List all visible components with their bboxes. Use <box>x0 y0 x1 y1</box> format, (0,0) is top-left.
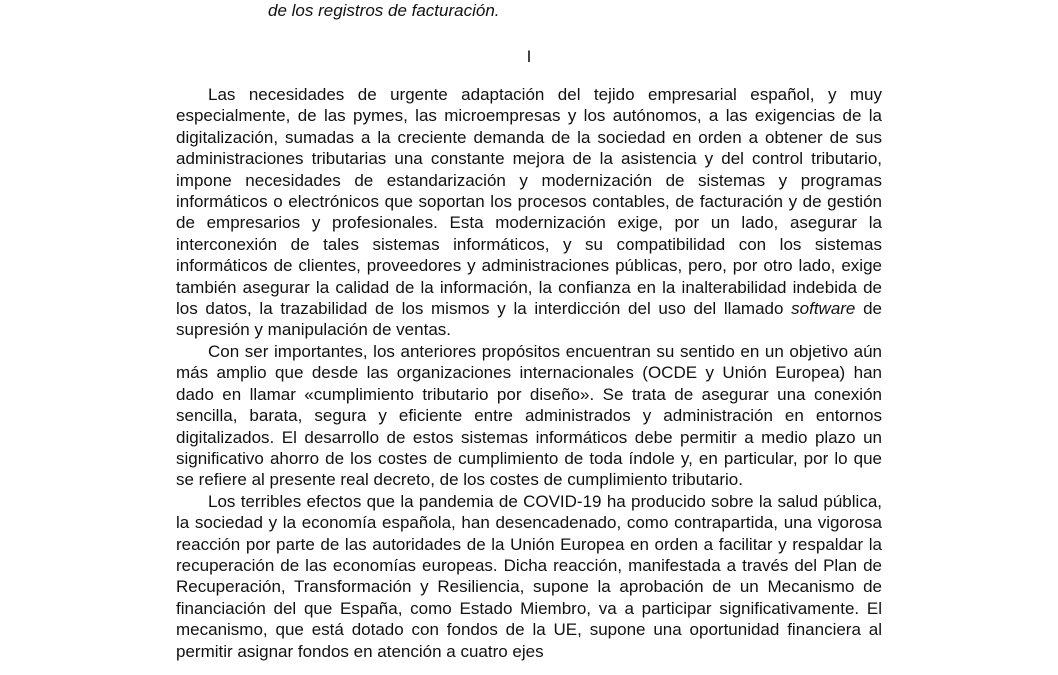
body-text <box>176 84 882 662</box>
section-number: I <box>526 47 532 66</box>
paragraph-1-text-before: Las necesidades de urgente adaptación del tejido empresarial español, y muy especialmente, de las pymes, las microempresas y los autónomos, a las exigencias de la digitalización, sumadas a la creciente demanda de la sociedad en orden a obtener de sus administraciones tributarias una constante mejora de la asistencia y del control tributario, impone necesidades de estandarización y modernización de sistemas y programas informáticos o electrónicos que soportan los procesos contables, de facturación y de gestión de empresarios y profesionales. Esta modernización exige, por un lado, asegurar la interconexión de tales sistemas informáticos, y su compatibilidad con los sistemas informáticos de clientes, proveedores y administraciones públicas, pero, por otro lado, exige también asegurar la calidad de la información, la confianza en la inalterabilidad indebida de los datos, la trazabilidad de los mismos y la interdicción del uso del llamado <box>176 85 882 319</box>
paragraph-1-italic-term: software <box>791 299 856 319</box>
paragraph-2: Con ser importantes, los anteriores propósitos encuentran su sentido en un objetivo aún más amplio que desde las organizaciones internacionales (OCDE y Unión Europea) han dado en llamar «cumplimiento tributario por diseño». Se trata de asegurar una conexión sencilla, barata, segura y eficiente entre administrados y administración en entornos digitalizados. El desarrollo de estos sistemas informáticos debe permitir a medio plazo un significativo ahorro de los costes de cumplimiento de toda índole y, en particular, por lo que se refiere al presente real decreto, de los costes de cumplimiento tributario. <box>176 341 882 490</box>
title-continuation: de los registros de facturación. <box>268 1 500 20</box>
paragraph-1 <box>176 84 882 341</box>
paragraph-1-text-after: de supresión y manipulación de ventas. <box>176 299 882 340</box>
paragraph-3: Los terribles efectos que la pandemia de COVID-19 ha producido sobre la salud pública, la sociedad y la economía española, han desencadenado, como contrapartida, una vigorosa reacción por parte de las autoridades de la Unión Europea en orden a facilitar y respaldar la recuperación de las economías europeas. Dicha reacción, manifestada a través del Plan de Recuperación, Transformación y Resiliencia, supone la aprobación de un Mecanismo de financiación del que España, como Estado Miembro, va a participar significativamente. El mecanismo, que está dotado con fondos de la UE, supone una oportunidad financiera al permitir asignar fondos en atención a cuatro ejes <box>176 491 882 661</box>
